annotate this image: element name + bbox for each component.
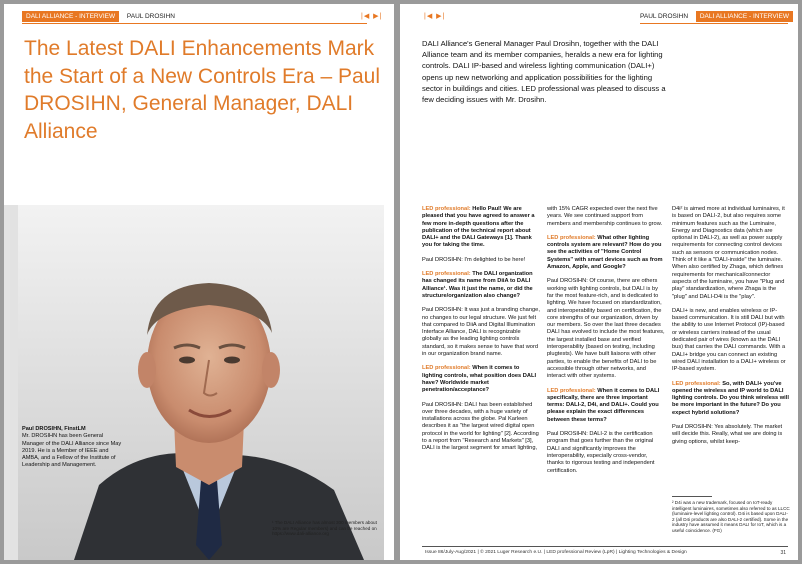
article-title: The Latest DALI Enhancements Mark the Start of a New Controls Era – Paul DROSIHN, General Manager, DALI Alliance <box>24 37 381 143</box>
footnote-rule <box>672 496 712 497</box>
interview-question <box>547 235 665 271</box>
page-number: 31 <box>780 550 786 556</box>
header-author-right: PAUL DROSIHN <box>640 13 689 20</box>
interview-answer <box>672 308 790 374</box>
speaker-label: LED professional: <box>422 271 473 278</box>
interview-question <box>422 271 540 300</box>
paragraph-text: So, with DALI+ you've opened the wireless and IP world to DALI lighting controls. Do you think wireless will be more important in the future? Do you expect hybrid solutions? <box>672 380 789 416</box>
footnote-1: ¹ The DALI Alliance has almost 300 members about 10% are Regular members) and can be reached on https://www.dali-alliance.org <box>272 520 377 537</box>
caption-name: Paul DROSIHN, FinstLM <box>22 426 86 432</box>
paragraph-text: Paul DROSIHN: Of course, there are others working with lighting controls, but DALI is by far the most feature-rich, and is dedicated to lighting. We have focused on standardization, and interoperability based on certification, the core strengths of our organization, driven by our members. So over the last three decades DALI has evolved to include the most features, the largest installed base and verified interoperability (based on testing, including plugtests). We have built liaisons with other parties, to enable the benefits of DALI to be accessible through other networks, and interact with other systems. <box>547 278 665 380</box>
paragraph-text: When it comes to lighting controls, what position does DALI have? Worldwide market penetration/acceptance? <box>422 365 537 394</box>
text-column-3 <box>672 206 790 453</box>
right-header <box>640 11 788 24</box>
interview-question <box>547 388 665 424</box>
paragraph-text: Paul DROSIHN: DALI has been established over three decades, with a huge variety of installations across the globe. Pal Karleen describes it as "the largest wired digital open protocol in the world for lighting" [2]. According to a report from "Research and Markets" [3], DALI is the largest segment for smart lighting, <box>422 401 539 452</box>
speaker-label: LED professional: <box>422 206 473 212</box>
paragraph-text: Paul DROSIHN: It was just a branding change, no changes to our legal structure. We just felt that compared to DiiA and Digital Illumination Interface Alliance, DALI is recognizable globally as the leading lighting controls standard, so it makes sense to have that word in our organization brand name. <box>422 307 540 358</box>
interview-answer <box>672 424 790 446</box>
speaker-label: LED professional: <box>547 234 598 241</box>
paragraph-text: When it comes to DALI specifically, there are three important terms: DALI-2, D4i, and DALI+. Could you please explain the exact differences between these terms? <box>547 387 660 423</box>
text-column-2 <box>547 206 665 482</box>
left-page <box>4 4 394 560</box>
speaker-label: LED professional: <box>422 365 473 372</box>
footer-rule <box>422 546 788 547</box>
header-author: PAUL DROSIHN <box>126 13 175 20</box>
interview-answer <box>422 402 540 453</box>
paragraph-text: Paul DROSIHN: DALI-2 is the certification program that goes further than the original DALI and significantly improves the interoperability, especially cross-vendor, thanks to rigorous testing and independent certification. <box>547 431 655 474</box>
portrait-photo <box>4 205 384 560</box>
page-nav-arrows[interactable]: |◀ ▶| <box>361 13 383 20</box>
interview-answer <box>422 307 540 358</box>
paragraph-text: The DALI organization has changed its name from DiiA to DALI Alliance¹. Was it just the name, or did the structure/organization also change? <box>422 271 533 299</box>
text-column-1 <box>422 206 540 460</box>
interview-answer <box>672 206 790 301</box>
interview-answer <box>547 431 665 475</box>
interview-question <box>672 381 790 417</box>
interview-answer <box>547 206 665 228</box>
speaker-label: LED professional: <box>672 380 723 387</box>
photo-caption <box>22 426 122 470</box>
paragraph-text: Paul DROSIHN: I'm delighted to be here! <box>422 256 526 263</box>
interview-question <box>422 365 540 394</box>
paragraph-text: Paul DROSIHN: Yes absolutely. The market will decide this. Really, what we are doing is giving options, whilst keep- <box>672 424 783 445</box>
interview-question <box>422 206 540 250</box>
section-tag: DALI ALLIANCE - INTERVIEW <box>22 11 119 22</box>
speaker-label: LED professional: <box>547 387 598 394</box>
left-header <box>22 11 367 24</box>
interview-answer <box>547 278 665 380</box>
intro-paragraph: DALI Alliance's General Manager Paul Drosihn, together with the DALI Alliance team and its member companies, heralds a new era for lighting controls. DALI IP-based and wireless lighting communication (DALI+) opens up new networking and application possibilities for the lighting sector in buildings and cities. LED professional was pleased to discuss a few deciding issues with Mr. Drosihn. <box>422 39 666 105</box>
paragraph-text: D4i² is aimed more at individual luminaires, it is based on DALI-2, but also requires some minimum features such as the Luminaire, Energy and Diagnostics data (which are optional in DALI-2), as well as power supply requirements for connecting control devices such as sensors or communication nodes. Think of it like a "DALI-inside" the luminaire. When also certified by Zhaga, which defines requirements for mechanical/connector aspects of the luminaire, you have "Plug and play" standardization, where Zhaga is the "plug" and DALI-D4i is the "play". <box>672 206 785 300</box>
right-page <box>400 4 798 560</box>
paragraph-text: What other lighting controls system are relevant? How do you see the activities of "Home Control Systems" with smart devices such as from Amazon, Apple, and Google? <box>547 234 663 271</box>
caption-text: Mr. DROSIHN has been General Manager of the DALI Alliance since May 2019. He is a Member of IEEE and AMBA, and a Fellow of the Institute of Leadership and Management. <box>22 433 122 469</box>
page-nav-arrows-right[interactable]: |◀ ▶| <box>424 13 446 20</box>
section-tag-right: DALI ALLIANCE - INTERVIEW <box>696 11 793 22</box>
page-footer: Issue 86/July-Aug/2021 | © 2021 Luger Research e.U. | LED professional Review (LpR) | Lighting Technologies & Design <box>425 550 687 555</box>
interview-answer <box>422 257 540 264</box>
paragraph-text: with 15% CAGR expected over the next five years. We see continued support from members and membership continues to grow. <box>547 206 663 227</box>
footnote-2: ² D4i was a new trademark, focused on IoT-ready intelligent luminaires, sometimes also referred to as LLCC (luminaire-level lighting control). D4i is based upon DALI-2 (all D4i products are also DALI-2 certified). Some in the industry have assumed it means DALI for IoT, which is a useful coincidence. (FG) <box>672 500 790 533</box>
paragraph-text: DALI+ is new, and enables wireless or IP-based communication. It is still DALI but with the ability to use Internet Protocol (IP)-based or wireless carriers instead of the usual dedicated pair of wires (known as the DALI bus) that carries the DALI commands. With a DALI+ bridge you can connect an existing wired DALI installation to a DALI+ wireless or IP-based system. <box>672 307 786 373</box>
paragraph-text: Hello Paul! We are pleased that you have agreed to answer a few more in-depth questions after the publication of the technical report about DALI+ and the DALI Gateways [1]. Thank you for taking the time. <box>422 206 535 249</box>
